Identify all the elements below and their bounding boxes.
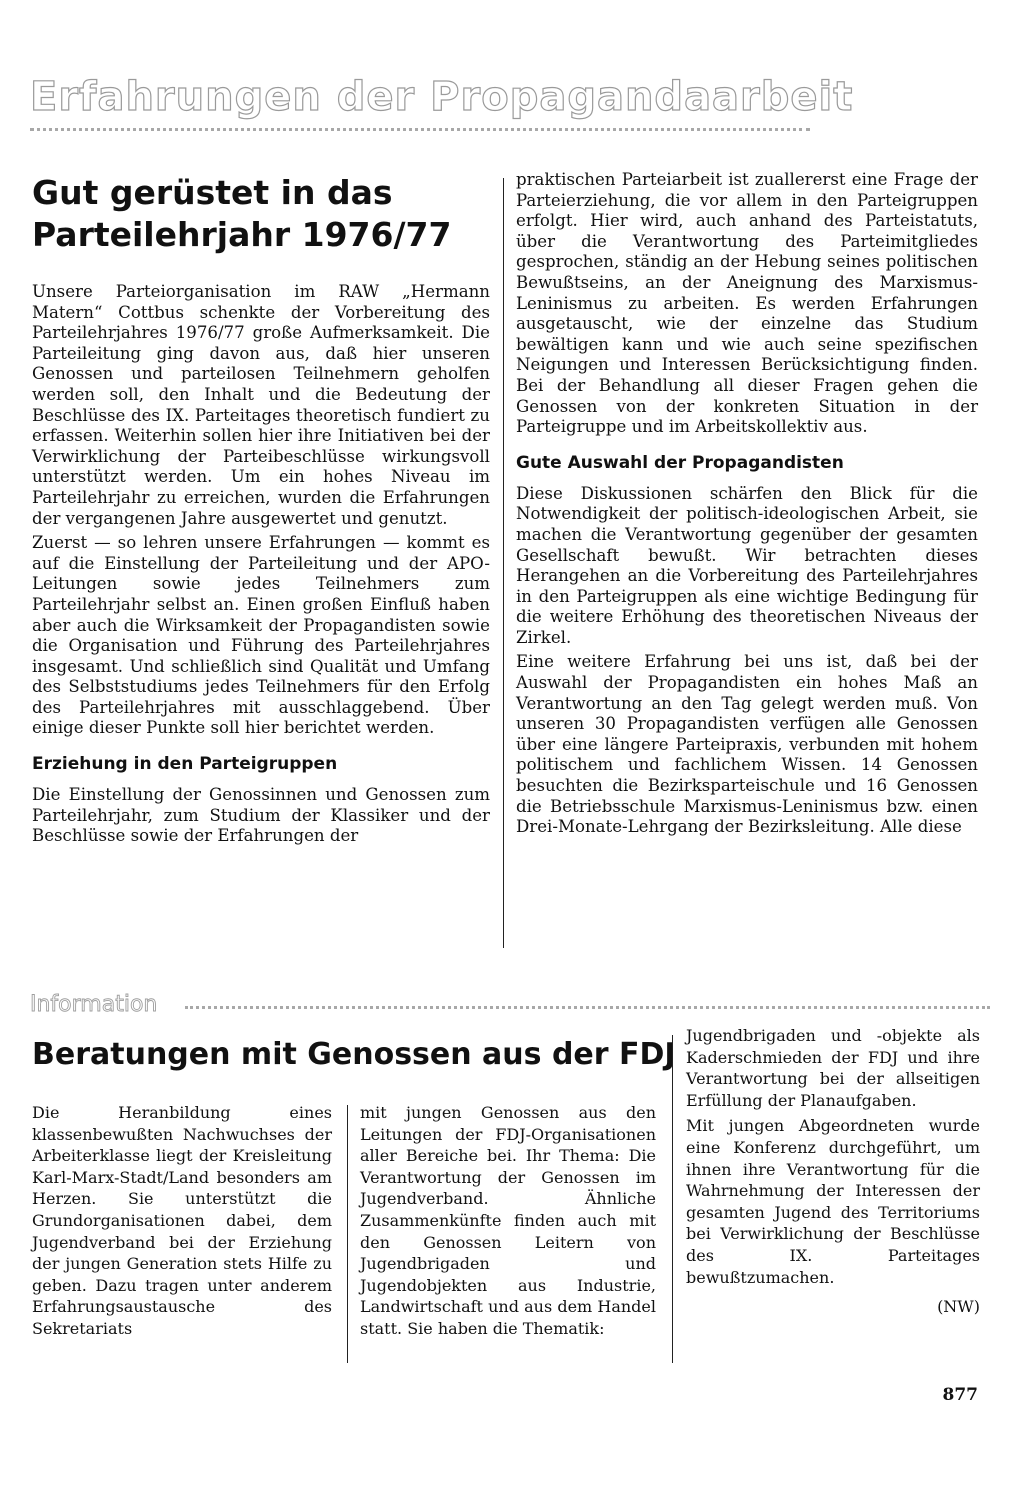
article1-paragraph-4: praktischen Parteiarbeit ist zuallererst eine Frage der Parteierziehung, die vor allem in den Parteigruppen erfolgt. Hier wird, auch anhand des Parteistatuts, über die Verantwortung des Parteimitgliedes gesprochen, ständig an der Hebung seines politischen Bewußtseins, an der Aneignung des Marxismus-Leninismus zu arbeiten. Es werden Erfahrungen ausgetauscht, wie der einzelne das Studium bewältigen kann und wie auch seine spezifischen Neigungen und Interessen Berücksichtigung finden. Bei der Behandlung all dieser Fragen gehen die Genossen von der konkreten Situation in der Parteigruppe und im Arbeitskollektiv aus. (516, 170, 978, 437)
article1-headline-line1: Gut gerüstet in das (32, 173, 393, 212)
information-label: Information (30, 992, 158, 1017)
article1-paragraph-3: Die Einstellung der Genossinnen und Genossen zum Parteilehrjahr, zum Studium der Klassiker und der Beschlüsse sowie der Erfahrungen der (32, 785, 490, 846)
article1-paragraph-6: Eine weitere Erfahrung bei uns ist, daß bei der Auswahl der Propagandisten ein hohes Maß an Verantwortung an den Tag gelegt werden muß. Von unseren 30 Propagandisten verfügen alle Genossen über eine längere Parteipraxis, verbunden mit hohem politischem und fachlichem Wissen. 14 Genossen besuchten die Bezirksparteischule und 16 Genossen die Betriebsschule Marxismus-Leninismus bzw. einen Drei-Monate-Lehrgang der Bezirksleitung. Alle diese (516, 652, 978, 837)
article1-column-2 (516, 170, 978, 842)
subhead-erziehung: Erziehung in den Parteigruppen (32, 754, 338, 775)
article2-paragraph-2: mit jungen Genossen aus den Leitungen der FDJ-Organisationen aller Bereiche bei. Ihr Thema: Die Verantwortung der Genossen im Jugendverband. Ähnliche Zusammenkünfte finden auch mit den Genossen Leitern von Jugendbrigaden und Jugendobjekten aus Industrie, Landwirtschaft und aus dem Handel statt. Sie haben die Thematik: (360, 1103, 656, 1338)
section-kicker: Erfahrungen der Propagandaarbeit (30, 74, 854, 120)
column-divider (503, 178, 504, 948)
article2-column-2 (360, 1102, 656, 1344)
page-number: 877 (942, 1385, 978, 1405)
article2-column-1 (32, 1102, 332, 1344)
article1-paragraph-2: Zuerst — so lehren unsere Erfahrungen — kommt es auf die Einstellung der Parteileitung und der APO-Leitungen sowie jedes Teilnehmers zum Parteilehrjahr selbst an. Einen großen Einfluß haben aber auch die Wirksamkeit der Propagandisten sowie die Organisation und Führung des Parteilehrjahres insgesamt. Und schließlich sind Qualität und Umfang des Selbststudiums jedes Teilnehmers für den Erfolg des Parteilehrjahres mit ausschlaggebend. Über einige dieser Punkte soll hier berichtet werden. (32, 533, 490, 738)
article1-paragraph-5: Diese Diskussionen schärfen den Blick für die Notwendigkeit der politisch-ideologischen Arbeit, sie machen die Verantwortung gegenüber der gesamten Gesellschaft bewußt. Wir betrachten dieses Herangehen an die Vorbereitung des Parteilehrjahres in den Parteigruppen als eine wichtige Bedingung für die weitere Erhöhung des theoretischen Niveaus der Zirkel. (516, 483, 978, 647)
article2-paragraph-1: Die Heranbildung eines klassenbewußten Nachwuchses der Arbeiterklasse liegt der Kreisleitung Karl-Marx-Stadt/Land besonders am Herzen. Sie unterstützt die Grundorganisationen dabei, dem Jugendverband bei der Erziehung der jungen Generation stets Hilfe zu geben. Dazu tragen unter anderem Erfahrungsaustausche des Sekretariats (32, 1103, 332, 1338)
information-dotted-rule (185, 1006, 990, 1009)
article2-column-3 (686, 1025, 980, 1318)
author-signature: (NW) (937, 1297, 980, 1317)
kicker-dotted-rule (30, 128, 810, 131)
article1-column-1 (32, 282, 490, 851)
article2-paragraph-4: Mit jungen Abgeordneten wurde eine Konferenz durchgeführt, um ihnen ihre Verantwortung für die Wahrnehmung der Interessen der gesamten Jugend des Territoriums bei Verwirklichung der Beschlüsse des IX. Parteitages bewußtzumachen. (686, 1116, 980, 1287)
article1-paragraph-1: Unsere Parteiorganisation im RAW „Hermann Matern“ Cottbus schenkte der Vorbereitung des Parteilehrjahres 1976/77 große Aufmerksamkeit. Die Parteileitung ging davon aus, daß hier unseren Genossen und parteilosen Teilnehmern geholfen werden soll, den Inhalt und die Bedeutung der Beschlüsse des IX. Parteitages theoretisch fundiert zu erfassen. Weiterhin sollen hier ihre Initiativen bei der Verwirklichung der Parteibeschlüsse wirkungsvoll unterstützt werden. Um ein hohes Niveau im Parteilehrjahr zu erreichen, wurden die Erfahrungen der vergangenen Jahre ausgewertet und genutzt. (32, 282, 490, 528)
article2-divider-1 (347, 1105, 348, 1363)
article2-divider-2 (672, 1035, 673, 1363)
subhead-propagandisten: Gute Auswahl der Propagandisten (516, 452, 844, 473)
article2-headline: Beratungen mit Genossen aus der FDJ (32, 1037, 676, 1072)
article1-headline (32, 172, 451, 256)
article2-paragraph-3: Jugendbrigaden und -objekte als Kaderschmieden der FDJ und ihre Verantwortung bei der allseitigen Erfüllung der Planaufgaben. (686, 1026, 980, 1110)
article1-headline-line2: Parteilehrjahr 1976/77 (32, 215, 452, 254)
